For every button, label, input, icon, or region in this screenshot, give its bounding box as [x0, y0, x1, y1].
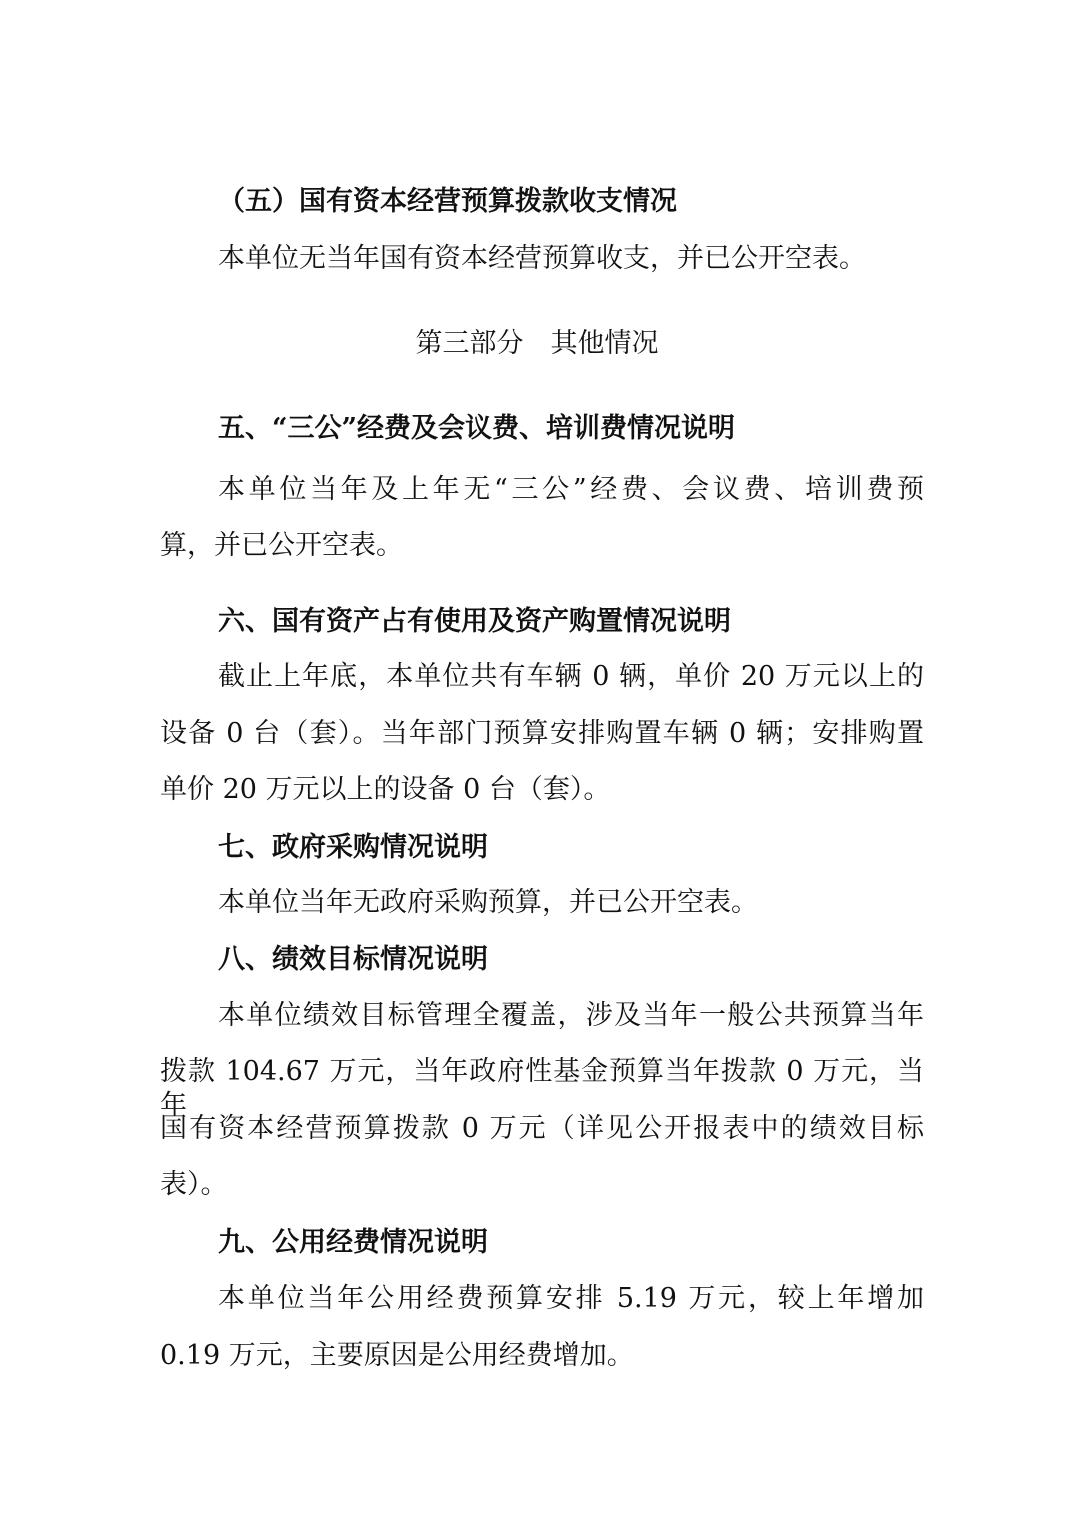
item9-body-line1: 本单位当年公用经费预算安排 5.19 万元，较上年增加	[218, 1283, 924, 1314]
item8-body-line4: 表）。	[160, 1169, 228, 1200]
item9-heading: 九、公用经费情况说明	[218, 1227, 488, 1258]
item8-body-line3: 国有资本经营预算拨款 0 万元（详见公开报表中的绩效目标	[160, 1113, 924, 1144]
item9-body-line2: 0.19 万元，主要原因是公用经费增加。	[160, 1340, 634, 1371]
item6-body-line3: 单价 20 万元以上的设备 0 台（套）。	[160, 774, 611, 805]
item8-heading: 八、绩效目标情况说明	[218, 944, 488, 975]
item6-body-line1: 截止上年底，本单位共有车辆 0 辆，单价 20 万元以上的	[218, 661, 924, 692]
section5-heading: （五）国有资本经营预算拨款收支情况	[218, 186, 677, 217]
item6-heading: 六、国有资产占有使用及资产购置情况说明	[218, 606, 731, 637]
item6-body-line2: 设备 0 台（套）。当年部门预算安排购置车辆 0 辆；安排购置	[160, 718, 924, 749]
part3-title: 第三部分 其他情况	[415, 328, 659, 359]
item5-body-line1: 本单位当年及上年无“三公”经费、会议费、培训费预	[218, 474, 924, 505]
item7-body: 本单位当年无政府采购预算，并已公开空表。	[218, 887, 758, 918]
item5-heading: 五、“三公”经费及会议费、培训费情况说明	[218, 413, 736, 444]
item7-heading: 七、政府采购情况说明	[218, 832, 488, 863]
section5-body: 本单位无当年国有资本经营预算收支，并已公开空表。	[218, 243, 866, 274]
item8-body-line1: 本单位绩效目标管理全覆盖，涉及当年一般公共预算当年	[218, 1000, 924, 1031]
item8-body-line2: 拨款 104.67 万元，当年政府性基金预算当年拨款 0 万元，当年	[160, 1056, 924, 1121]
item5-body-line2: 算，并已公开空表。	[160, 530, 403, 561]
